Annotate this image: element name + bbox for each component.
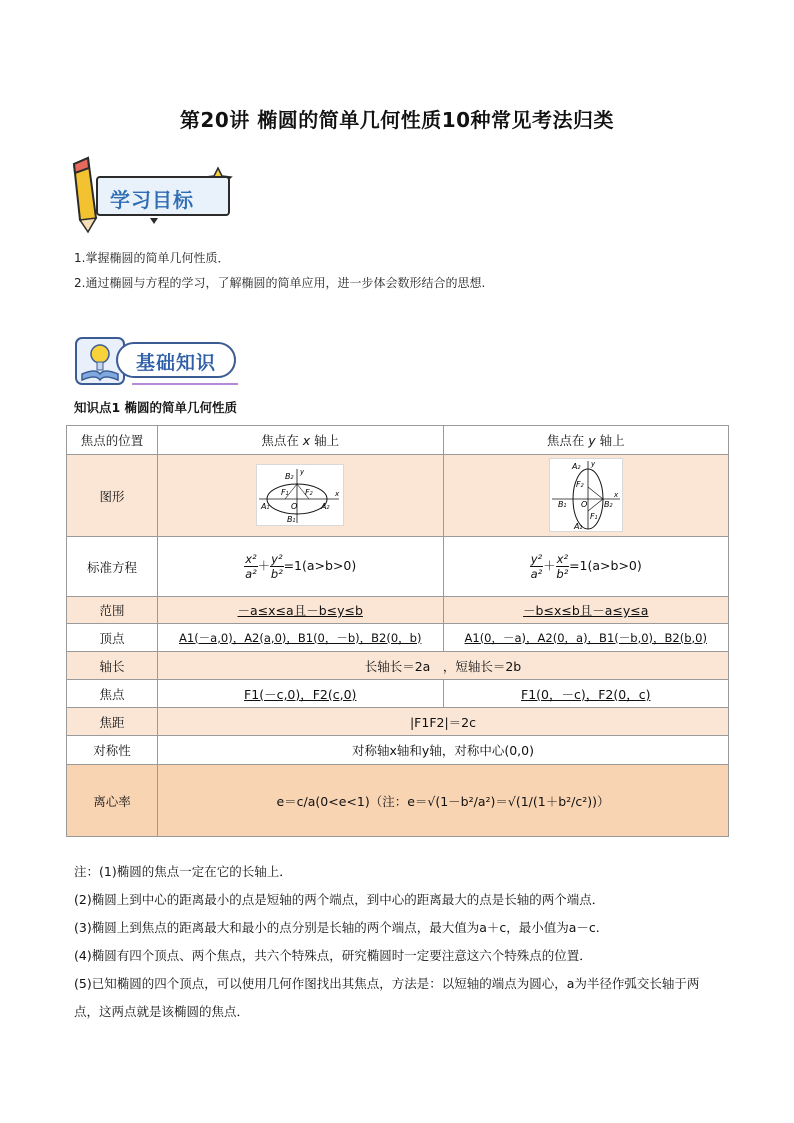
header-cell-y: 焦点在 y 轴上 (443, 426, 729, 455)
range-y: －b≤x≤b且－a≤y≤a (443, 597, 729, 624)
svg-text:A1: A1 (261, 501, 270, 511)
svg-text:A2: A2 (571, 461, 581, 471)
note-2: (2)椭圆上到中心的距离最小的点是短轴的两个端点，到中心的距离最大的点是长轴的两个端点． (74, 892, 605, 907)
svg-text:A1: A1 (573, 521, 583, 531)
svg-text:x: x (613, 490, 618, 499)
svg-text:B2: B2 (285, 471, 294, 481)
axis-length: 长轴长＝2a ，短轴长＝2b (158, 652, 729, 680)
svg-text:F2: F2 (305, 487, 314, 497)
svg-text:B1: B1 (287, 514, 296, 524)
svg-text:y: y (300, 467, 305, 476)
note-1: 注：(1)椭圆的焦点一定在它的长轴上． (74, 864, 292, 879)
symmetry: 对称轴x轴和y轴，对称中心(0,0) (158, 736, 729, 765)
svg-text:F1: F1 (589, 511, 598, 521)
svg-text:A2: A2 (321, 501, 330, 511)
table-row (67, 624, 729, 652)
equation-y: $\frac{\text{y²}}{\text{a²}}$ ＋ $\frac{\text{x²}}{\text{b²}}$ =1(a>b>0) (443, 537, 729, 597)
svg-text:F2: F2 (575, 479, 584, 489)
table-row (67, 455, 729, 537)
table-row (67, 736, 729, 765)
ellipse-y-figure (549, 458, 623, 532)
row-label: 标准方程 (67, 537, 158, 597)
svg-text:O: O (580, 499, 588, 509)
table-row (67, 680, 729, 708)
equation-x: $\frac{\text{x²}}{\text{a²}}$ ＋ $\frac{\text{y²}}{\text{b²}}$ =1(a>b>0) (158, 537, 444, 597)
note-3: (3)椭圆上到焦点的距离最大和最小的点分别是长轴的两个端点，最大值为a＋c，最小值为a－c. (74, 920, 600, 935)
goal-item-1: 1.掌握椭圆的简单几何性质． (74, 251, 230, 265)
goal-badge (66, 154, 236, 238)
svg-text:B1: B1 (557, 499, 567, 509)
table-row (67, 652, 729, 680)
row-label: 范围 (67, 597, 158, 624)
base-badge-label: 基础知识 (136, 352, 217, 374)
row-label: 离心率 (67, 765, 158, 837)
note-5: (5)已知椭圆的四个顶点，可以使用几何作图找出其焦点，方法是：以短轴的端点为圆心，a为半径作弧交长轴于两点，这两点就是该椭圆的焦点． (74, 976, 700, 1019)
row-label: 对称性 (67, 736, 158, 765)
eccentricity: e＝c/a(0<e<1)（注：e＝√(1－b²/a²)＝√(1/(1＋b²/c²))） (158, 765, 729, 837)
svg-text:F1: F1 (281, 487, 290, 497)
goal-item-2: 2.通过椭圆与方程的学习，了解椭圆的简单应用，进一步体会数形结合的思想. (74, 276, 486, 290)
ellipse-properties-table (66, 425, 729, 837)
page-title: 第20讲 椭圆的简单几何性质10种常见考法归类 (179, 108, 615, 132)
row-label: 焦距 (67, 708, 158, 736)
svg-text:x: x (335, 489, 340, 498)
vertices-x: A1(－a,0)，A2(a,0)，B1(0，－b)，B2(0，b) (158, 624, 444, 652)
row-label: 顶点 (67, 624, 158, 652)
knowledge-point-heading: 知识点1 椭圆的简单几何性质 (74, 400, 238, 415)
svg-text:O: O (291, 501, 298, 511)
row-label: 轴长 (67, 652, 158, 680)
goals-list (74, 246, 485, 296)
base-badge (72, 334, 242, 388)
table-row (67, 537, 729, 597)
range-x: －a≤x≤a且－b≤y≤b (158, 597, 444, 624)
foci-x: F1(－c,0)，F2(c,0) (158, 680, 444, 708)
row-label: 焦点 (67, 680, 158, 708)
svg-text:y: y (590, 459, 595, 468)
svg-text:B2: B2 (603, 499, 613, 509)
figure-cell-y (443, 455, 729, 537)
table-row (67, 708, 729, 736)
note-4: (4)椭圆有四个顶点、两个焦点，共六个特殊点，研究椭圆时一定要注意这六个特殊点的位置． (74, 948, 592, 963)
vertices-y: A1(0，－a)，A2(0，a)，B1(－b,0)，B2(b,0) (443, 624, 729, 652)
goal-badge-label: 学习目标 (110, 188, 194, 212)
foci-y: F1(0，－c)，F2(0，c) (443, 680, 729, 708)
header-cell: 焦点的位置 (67, 426, 158, 455)
table-row (67, 597, 729, 624)
figure-cell-x (158, 455, 444, 537)
notes (74, 858, 724, 1026)
ellipse-x-figure (256, 464, 344, 526)
table-row (67, 765, 729, 837)
table-header-row (67, 426, 729, 455)
header-cell-x: 焦点在 x 轴上 (158, 426, 444, 455)
row-label: 图形 (67, 455, 158, 537)
focal-distance: |F1F2|＝2c (158, 708, 729, 736)
